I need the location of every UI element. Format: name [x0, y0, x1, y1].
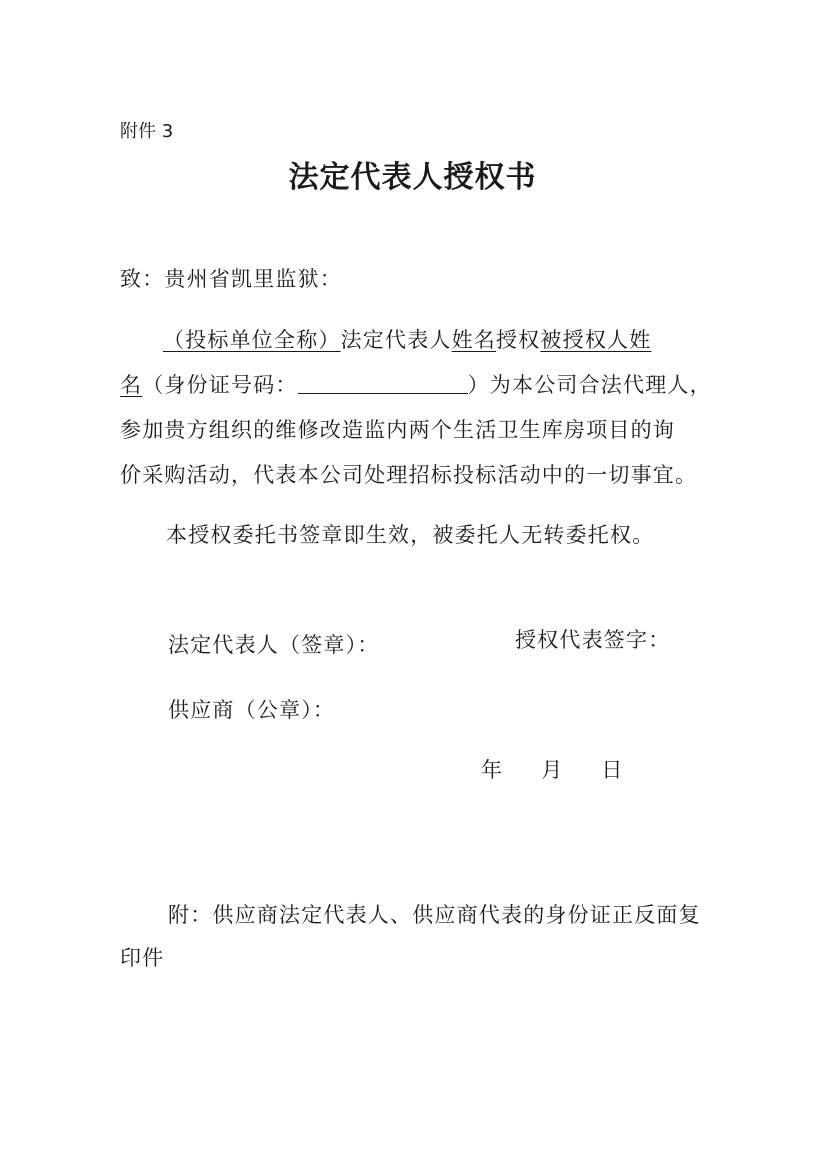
legal-agent-text: ）为本公司合法代理人，: [467, 373, 712, 397]
authorize-text: 授权: [496, 328, 541, 352]
supplier-seal-label: 供应商（公章）：: [168, 698, 336, 722]
paragraph2: 本授权委托书签章即生效，被委托人无转委托权。: [166, 523, 655, 547]
date-line: [481, 756, 662, 784]
company-name-placeholder: （投标单位全称）: [163, 328, 341, 352]
attachment-note-line1: 附：供应商法定代表人、供应商代表的身份证正反面复: [168, 903, 701, 927]
authorized-name-placeholder-cont: 名: [120, 373, 143, 397]
id-number-blank: [298, 373, 468, 394]
legal-rep-text: 法定代表人: [340, 328, 452, 352]
date-month: 月: [541, 758, 564, 782]
attachment-note-line2: 印件: [120, 946, 165, 970]
date-year: 年: [481, 758, 504, 782]
addressee: 致：贵州省凯里监狱：: [120, 267, 342, 291]
attachment-label: 附件 3: [120, 121, 174, 142]
id-number-label: （身份证号码：: [142, 373, 298, 397]
paragraph1-line2: [120, 371, 712, 399]
legal-rep-seal-label: 法定代表人（签章）：: [168, 633, 380, 657]
authorized-name-placeholder: 被授权人姓: [540, 328, 652, 352]
paragraph1-line4: 价采购活动，代表本公司处理招标投标活动中的一切事宜。: [120, 463, 698, 487]
paragraph1-line1: [163, 326, 651, 354]
paragraph1-line3: 参加贵方组织的维修改造监内两个生活卫生库房项目的询: [120, 418, 675, 442]
date-day: 日: [601, 758, 624, 782]
document-title: 法定代表人授权书: [288, 160, 537, 195]
legal-rep-name-placeholder: 姓名: [451, 328, 497, 352]
auth-rep-sign-label: 授权代表签字：: [515, 628, 671, 652]
